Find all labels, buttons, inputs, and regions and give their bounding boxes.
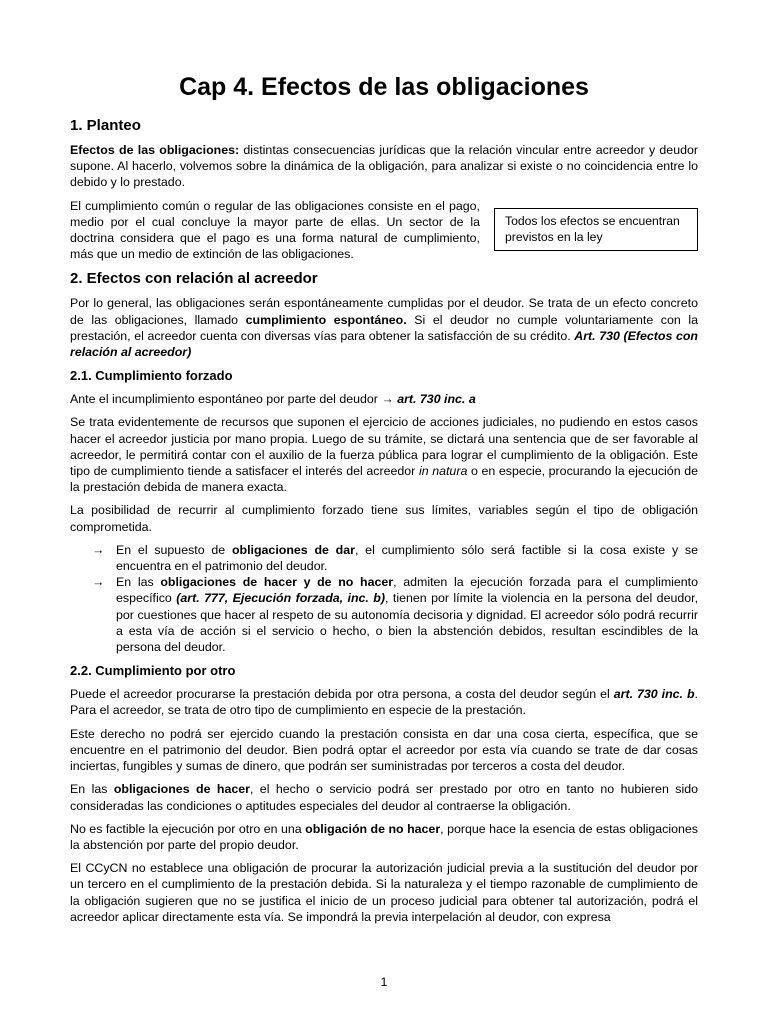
list-item-text: , tienen por límite la violencia en la persona del deudor, por cuestiones que hacer al respeto de su autonomía decisoria y dignidad. El acreedor sólo podrá recurrir a esta vía de acción si el servicio o hecho, o bien la abstención debidos, resultan escindibles de la persona del deudor. <box>116 591 699 655</box>
paragraph-text: o en especie, procurando la ejecución de la prestación debida de manera exacta. <box>70 464 698 495</box>
paragraph-text: , porque hace la esencia de estas obligaciones la abstención por parte del propio deudor. <box>70 821 698 852</box>
arrow-bullet-icon: → <box>92 575 105 590</box>
paragraph-text: Si el deudor no cumple voluntariamente con la prestación, el acreedor cuenta con diversas vías para obtener la satisfacción de su crédito. <box>70 312 698 343</box>
paragraph-text: Por lo general, las obligaciones serán espontáneamente cumplidas por el deudor. Se trata de un efecto concreto de las obligaciones, llamado <box>70 296 698 327</box>
bold-term: obligación de no hacer <box>305 821 441 836</box>
bold-term: obligaciones de dar <box>231 542 355 557</box>
page-number: 1 <box>380 975 388 989</box>
paragraph-text: En las <box>70 782 114 797</box>
bold-term: Efectos de las obligaciones: <box>70 143 240 157</box>
paragraph-text: Puede el acreedor procurarse la prestación debida por otra persona, a costa del deudor según el <box>70 687 614 702</box>
bold-term: obligaciones de hacer <box>113 782 250 797</box>
article-reference: art. 730 inc. a <box>397 392 476 407</box>
paragraph-obligacion-no-hacer <box>70 821 698 853</box>
paragraph-text: No es factible la ejecución por otro en una <box>70 821 306 836</box>
section-heading-planteo: 1. Planteo <box>70 117 141 134</box>
paragraph-incumplimiento <box>70 391 698 407</box>
paragraph-recursos-judiciales <box>70 414 698 495</box>
margin-note-box: Todos los efectos se encuentran previstos en la ley <box>494 208 698 251</box>
list-item-text: , el cumplimiento sólo será factible si la cosa existe y se encuentra en el patrimonio del deudor. <box>116 542 698 574</box>
section-heading-efectos-acreedor: 2. Efectos con relación al acreedor <box>70 270 318 288</box>
bullet-list <box>70 542 698 655</box>
list-item-text: , admiten la ejecución forzada para el cumplimiento específico <box>116 575 699 606</box>
paragraph-prestacion-otra-persona <box>70 686 698 718</box>
arrow-bullet-icon: → <box>92 542 105 557</box>
italic-term: in natura <box>418 464 468 479</box>
paragraph-limites: La posibilidad de recurrir al cumplimiento forzado tiene sus límites, variables según el tipo de obligación comprometida. <box>70 503 698 534</box>
paragraph-efectos-definicion <box>70 142 698 191</box>
paragraph-text: distintas consecuencias jurídicas que la relación vincular entre acreedor y deudor supone. Al hacerlo, volvemos sobre la dinámica de la obligación, para analizar si existe o no coincidencia entre lo debido y lo prestado. <box>70 143 698 190</box>
subsection-heading-cumplimiento-forzado: 2.1. Cumplimiento forzado <box>70 368 233 384</box>
bold-term: obligaciones de hacer y de no hacer <box>160 575 394 590</box>
article-reference: (art. 777, Ejecución forzada, inc. b) <box>176 591 386 606</box>
paragraph-ccycn: El CCyCN no establece una obligación de procurar la autorización judicial previa a la sustitución del deudor por un tercero en el cumplimiento de la prestación debida. Si la naturaleza y el tiempo razonable de cumplimiento de la obligación sugieren que no se justifica el inicio de un proceso judicial para obtener tal autorización, podrá el acreedor aplicar directamente esta vía. Se impondrá la previa interpelación al deudor, con expresa <box>70 861 698 924</box>
document-title: Cap 4. Efectos de las obligaciones <box>179 73 589 101</box>
paragraph-cumplimiento-comun: El cumplimiento común o regular de las obligaciones consiste en el pago, medio por el cual concluye la mayor parte de ellas. Un sector de la doctrina considera que el pago es una forma natural de cumplimiento, más que un medio de extinción de las obligaciones. <box>70 198 480 262</box>
list-item <box>92 574 699 655</box>
bold-term: cumplimiento espontáneo. <box>245 312 407 327</box>
paragraph-cumplimiento-espontaneo <box>70 295 698 360</box>
paragraph-text: Se trata evidentemente de recursos que suponen el ejercicio de acciones judiciales, no pudiendo en estos casos hacer el acreedor justicia por mano propia. Luego de su trámite, se dictará una sentencia que de ser favorable al acreedor, le permitirá contar con el auxilio de la fuerza pública para lograr el cumplimiento de la obligación. Este tipo de cumplimiento tiende a satisfacer el interés del acreedor <box>70 415 698 479</box>
article-reference: art. 730 inc. b <box>613 687 695 702</box>
list-item-text: En el supuesto de <box>116 542 232 557</box>
paragraph-text: , el hecho o servicio podrá ser prestado por otro en tanto no hubieren sido consideradas las condiciones o aptitudes especiales del deudor al contraerse la obligación. <box>70 782 698 813</box>
paragraph-text: Ante el incumplimiento espontáneo por parte del deudor → <box>70 392 398 407</box>
paragraph-cosa-cierta: Este derecho no podrá ser ejercido cuando la prestación consista en dar una cosa cierta, específica, que se encuentre en el patrimonio del deudor. Bien podrá optar el acreedor por esta vía cuando se trate de dar cosas inciertas, fungibles y sumas de dinero, que podrán ser suministradas por terceros a costa del deudor. <box>70 726 698 774</box>
subsection-heading-cumplimiento-por-otro: 2.2. Cumplimiento por otro <box>70 663 236 679</box>
list-item <box>92 542 698 574</box>
paragraph-text: . Para el acreedor, se trata de otro tipo de cumplimiento en especie de la prestación. <box>70 687 698 718</box>
article-reference: Art. 730 (Efectos con relación al acreedor) <box>70 328 698 360</box>
paragraph-obligaciones-hacer <box>70 781 698 813</box>
list-item-text: En las <box>116 575 161 590</box>
